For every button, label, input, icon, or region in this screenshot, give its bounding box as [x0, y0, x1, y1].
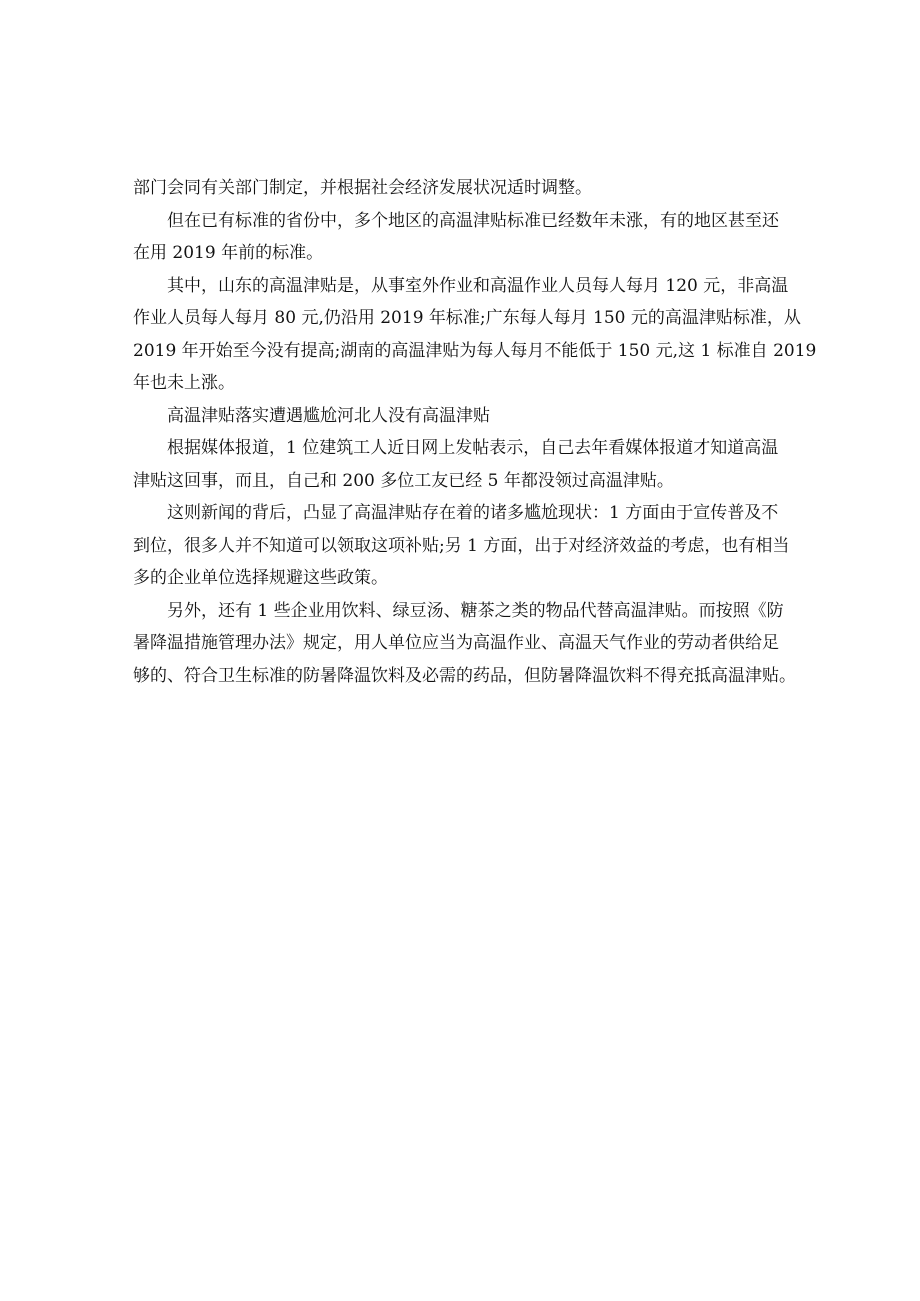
section-heading-text: 高温津贴落实遭遇尴尬河北人没有高温津贴 — [167, 405, 490, 426]
paragraph-6-line-3: 多的企业单位选择规避这些政策。 — [133, 568, 388, 588]
paragraph-7-line-2: 暑降温措施管理办法》规定，用人单位应当为高温作业、高温天气作业的劳动者供给足 — [133, 633, 779, 653]
paragraph-6-line-2: 到位，很多人并不知道可以领取这项补贴;另 1 方面，出于对经济效益的考虑，也有相当 — [133, 535, 790, 556]
paragraph-2-line-1: 但在已有标准的省份中，多个地区的高温津贴标准已经数年未涨，有的地区甚至还 — [167, 210, 779, 231]
paragraph-2-line-2: 在用 2019 年前的标准。 — [133, 243, 324, 263]
paragraph-3-line-3: 2019 年开始至今没有提高;湖南的高温津贴为每人每月不能低于 150 元,这 1 标准自 2019 — [133, 340, 817, 361]
paragraph-3 — [133, 270, 817, 400]
paragraph-7-line-1: 另外，还有 1 些企业用饮料、绿豆汤、糖茶之类的物品代替高温津贴。而按照《防 — [167, 600, 784, 621]
paragraph-5-line-2: 津贴这回事，而且，自己和 200 多位工友已经 5 年都没领过高温津贴。 — [133, 470, 674, 491]
paragraph-6 — [133, 497, 803, 595]
paragraph-5 — [133, 432, 803, 497]
paragraph-1 — [133, 172, 803, 205]
paragraph-5-line-1: 根据媒体报道，1 位建筑工人近日网上发帖表示，自己去年看媒体报道才知道高温 — [167, 438, 779, 458]
paragraph-3-line-4: 年也未上涨。 — [133, 373, 235, 393]
paragraph-1-line-1: 部门会同有关部门制定，并根据社会经济发展状况适时调整。 — [133, 178, 592, 198]
paragraph-7 — [133, 595, 803, 693]
document-body — [133, 172, 817, 692]
paragraph-7-line-3: 够的、符合卫生标准的防暑降温饮料及必需的药品，但防暑降温饮料不得充抵高温津贴。 — [133, 665, 796, 686]
paragraph-2 — [133, 205, 803, 270]
paragraph-3-line-2: 作业人员每人每月 80 元,仍沿用 2019 年标准;广东每人每月 150 元的高温津贴标准，从 — [133, 308, 801, 328]
paragraph-3-line-1: 其中，山东的高温津贴是，从事室外作业和高温作业人员每人每月 120 元，非高温 — [167, 275, 789, 296]
section-heading — [133, 400, 803, 433]
paragraph-6-line-1: 这则新闻的背后，凸显了高温津贴存在着的诸多尴尬现状：1 方面由于宣传普及不 — [167, 503, 779, 523]
